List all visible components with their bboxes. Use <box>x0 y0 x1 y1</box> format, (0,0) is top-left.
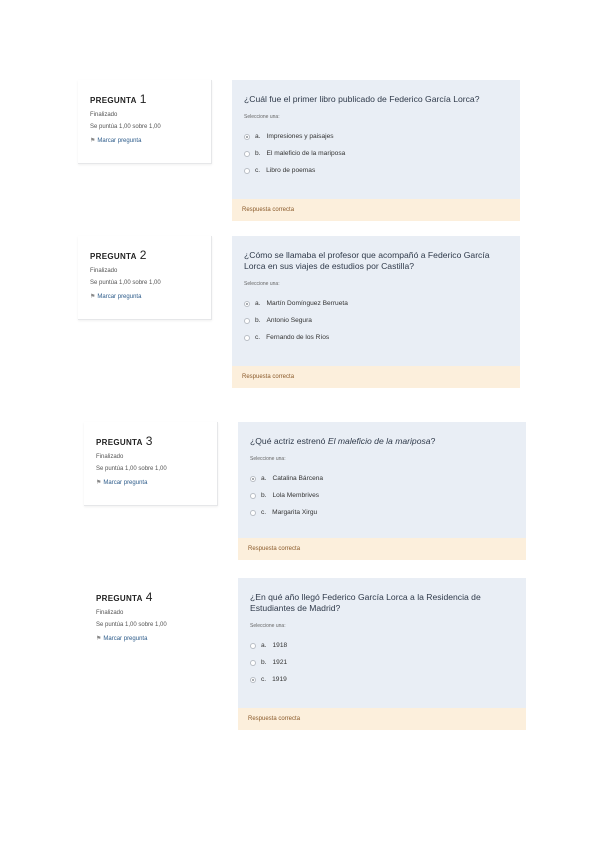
answer-option[interactable]: a. Catalina Bárcena <box>250 470 514 487</box>
question-number-1: PREGUNTA 1 <box>90 92 147 106</box>
question-grade: Se puntúa 1,00 sobre 1,00 <box>96 466 167 472</box>
flag-icon: ⚑ <box>90 294 96 300</box>
flag-question-link[interactable]: ⚑ Marcar pregunta <box>96 636 148 642</box>
feedback-correct: Respuesta correcta <box>232 199 520 221</box>
radio-button[interactable] <box>250 677 256 683</box>
question-text: ¿Cómo se llamaba el profesor que acompañó a Federico García Lorca en sus viajes de estudios por Castilla? <box>244 250 490 271</box>
question-info-4 <box>84 578 218 662</box>
radio-button[interactable] <box>250 510 256 516</box>
radio-button[interactable] <box>250 476 256 482</box>
answer-option[interactable]: a. Martín Domínguez Berrueta <box>244 295 508 312</box>
answer-option[interactable]: c. Libro de poemas <box>244 162 508 179</box>
question-info-1 <box>78 80 212 164</box>
question-number-3: PREGUNTA 3 <box>96 434 153 448</box>
answer-option[interactable]: b. El maleficio de la mariposa <box>244 145 508 162</box>
radio-button[interactable] <box>250 660 256 666</box>
radio-button[interactable] <box>250 643 256 649</box>
question-info-3 <box>84 422 218 506</box>
question-state: Finalizado <box>90 268 118 274</box>
question-state: Finalizado <box>96 610 124 616</box>
radio-button[interactable] <box>244 335 250 341</box>
question-text: ¿Qué actriz estrenó El maleficio de la mariposa? <box>250 436 436 446</box>
answer-option[interactable]: b. 1921 <box>250 654 514 671</box>
question-grade: Se puntúa 1,00 sobre 1,00 <box>96 622 167 628</box>
radio-button[interactable] <box>244 168 250 174</box>
answer-option[interactable]: a. 1918 <box>250 637 514 654</box>
select-prompt: Seleccione una: <box>250 623 286 629</box>
radio-button[interactable] <box>244 151 250 157</box>
radio-button[interactable] <box>244 301 250 307</box>
feedback-correct: Respuesta correcta <box>232 366 520 388</box>
feedback-correct: Respuesta correcta <box>238 538 526 560</box>
question-number-2: PREGUNTA 2 <box>90 248 147 262</box>
flag-question-link[interactable]: ⚑ Marcar pregunta <box>90 138 142 144</box>
feedback-correct: Respuesta correcta <box>238 708 526 730</box>
flag-icon: ⚑ <box>90 138 96 144</box>
flag-icon: ⚑ <box>96 480 102 486</box>
select-prompt: Seleccione una: <box>244 281 280 287</box>
question-number-4: PREGUNTA 4 <box>96 590 153 604</box>
question-grade: Se puntúa 1,00 sobre 1,00 <box>90 124 161 130</box>
radio-button[interactable] <box>250 493 256 499</box>
question-state: Finalizado <box>90 112 118 118</box>
answer-option[interactable]: c. Fernando de los Ríos <box>244 329 508 346</box>
radio-button[interactable] <box>244 318 250 324</box>
question-text: ¿En qué año llegó Federico García Lorca a la Residencia de Estudiantes de Madrid? <box>250 592 481 613</box>
question-text: ¿Cuál fue el primer libro publicado de Federico García Lorca? <box>244 94 480 104</box>
question-content-4 <box>238 578 526 708</box>
question-info-2 <box>78 236 212 320</box>
answer-option[interactable]: c. 1919 <box>250 671 514 688</box>
question-state: Finalizado <box>96 454 124 460</box>
answer-option[interactable]: c. Margarita Xirgu <box>250 504 514 521</box>
question-content-2 <box>232 236 520 366</box>
question-content-1 <box>232 80 520 199</box>
flag-question-link[interactable]: ⚑ Marcar pregunta <box>90 294 142 300</box>
select-prompt: Seleccione una: <box>250 456 286 462</box>
flag-icon: ⚑ <box>96 636 102 642</box>
flag-question-link[interactable]: ⚑ Marcar pregunta <box>96 480 148 486</box>
question-content-3 <box>238 422 526 538</box>
answer-option[interactable]: b. Lola Membrives <box>250 487 514 504</box>
answer-option[interactable]: b. Antonio Segura <box>244 312 508 329</box>
select-prompt: Seleccione una: <box>244 114 280 120</box>
radio-button[interactable] <box>244 134 250 140</box>
answer-option[interactable]: a. Impresiones y paisajes <box>244 128 508 145</box>
question-grade: Se puntúa 1,00 sobre 1,00 <box>90 280 161 286</box>
